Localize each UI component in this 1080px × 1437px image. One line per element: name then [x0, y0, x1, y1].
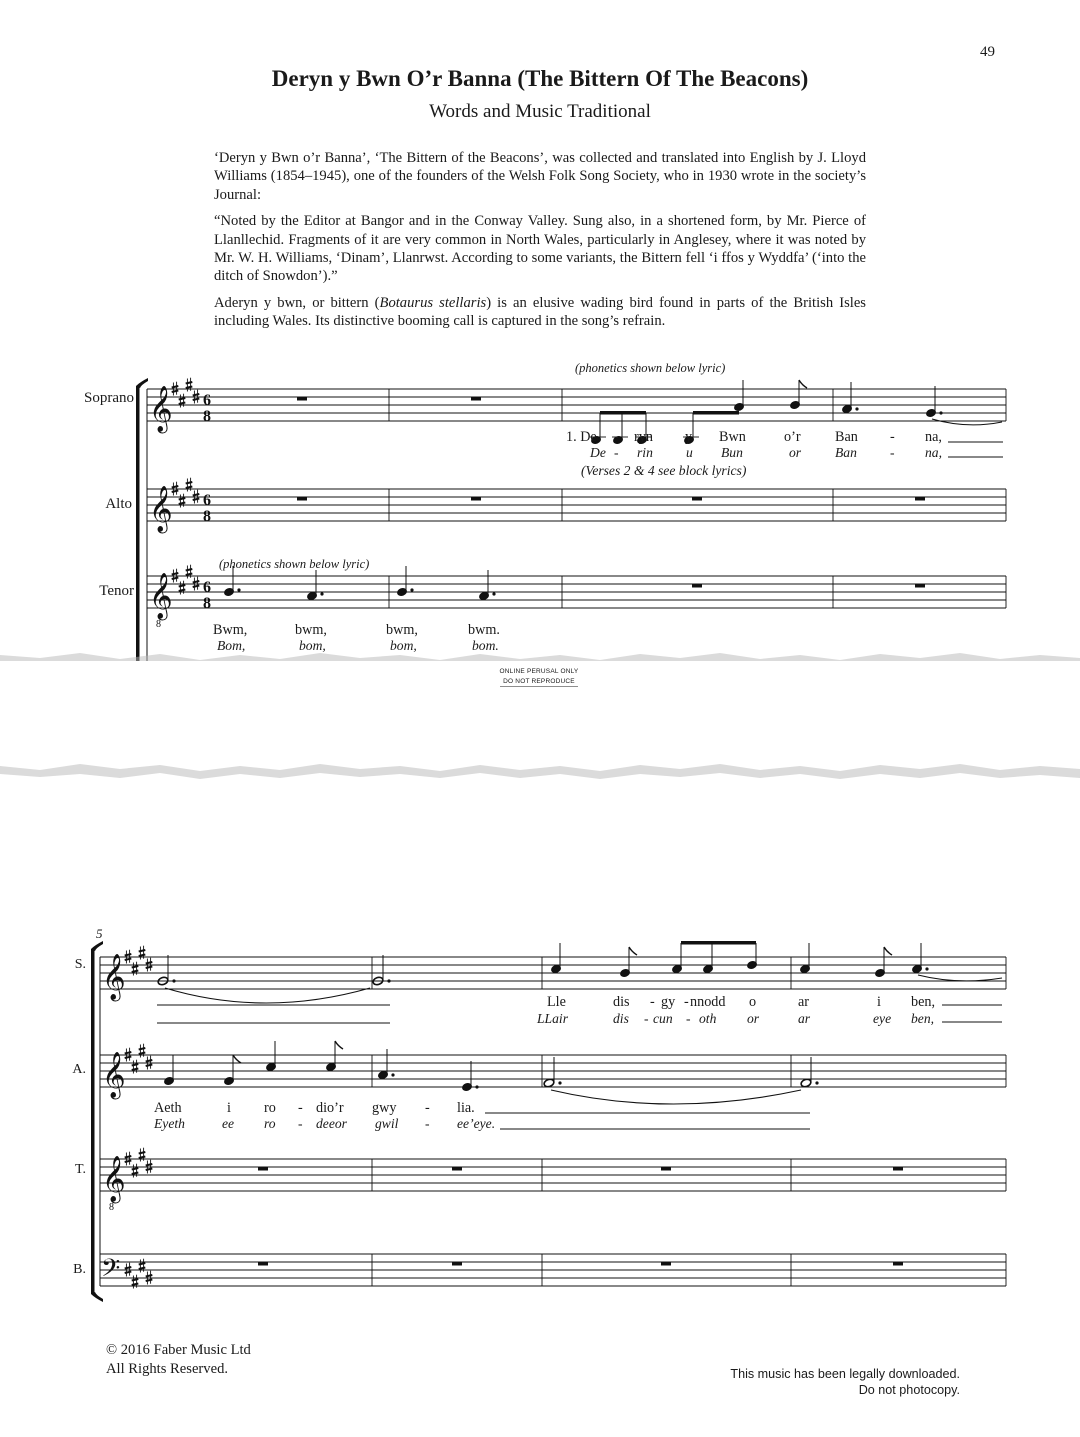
lyric: bwm,	[295, 622, 327, 638]
alto-notes-system2	[164, 1041, 819, 1104]
phonetic: rin	[637, 445, 653, 460]
part-label-soprano: Soprano	[84, 390, 134, 406]
phonetic: -	[425, 1116, 430, 1131]
lyric: y	[685, 429, 693, 445]
svg-text:8: 8	[156, 619, 161, 630]
phonetic: LLair	[537, 1011, 568, 1026]
part-label-a: A.	[72, 1062, 86, 1077]
lyric: bwm,	[386, 622, 418, 638]
lyric: o	[749, 994, 757, 1010]
treble-clef-icon: 𝄞	[102, 1156, 126, 1202]
intro-paragraph-2: “Noted by the Editor at Bangor and in the Conway Valley. Sung also, in a shortened form, by Mr. Pierce of Llanllechid. Fragments of it are very common in North Wales, particularly in Anglesey, where it was noted by Mr. W. H. Williams, ‘Dinam’, Llanrwst. According to some variants, the Bittern fell ‘i ffos y Wyddfa’ (‘into the ditch of Snowdon’).”	[214, 213, 866, 285]
lyric: bwm.	[468, 622, 500, 638]
copyright-line-1: © 2016 Faber Music Ltd	[106, 1342, 251, 1358]
phonetic: ar	[798, 1011, 811, 1026]
watermark-line-2: DO NOT REPRODUCE	[503, 678, 575, 685]
phonetic: Bun	[721, 445, 743, 460]
s-staff	[100, 957, 1006, 989]
intro-p3-end: ) is an elusive wading bird found in parts of the British Isles including Wales. Its distinctive booming call is captured in the song’s refrain.	[214, 294, 866, 330]
system-1	[136, 378, 1006, 661]
lyric: gwy	[372, 1100, 397, 1116]
lyric: Bwm,	[213, 622, 248, 638]
notice-line-1: This music has been legally downloaded.	[730, 1367, 960, 1381]
phonetic: or	[789, 445, 802, 460]
svg-text:6: 6	[203, 492, 211, 509]
lyric: o’r	[784, 429, 801, 445]
b-staff	[100, 1254, 1006, 1286]
phonetic: cun	[653, 1011, 673, 1026]
lyric: ryn	[634, 429, 653, 445]
alto-staff	[147, 489, 1006, 521]
phonetic: -	[644, 1011, 649, 1026]
phonetic: -	[298, 1116, 303, 1131]
phonetic: Ban	[835, 445, 857, 460]
lyric: Lle	[547, 994, 566, 1010]
lyric: -	[425, 1100, 430, 1116]
treble-clef-icon: 𝄞	[149, 573, 173, 619]
phonetic: eye	[873, 1011, 892, 1026]
phonetic: ro	[264, 1116, 276, 1131]
lyric: Aeth	[154, 1100, 182, 1116]
soprano-staff	[147, 389, 1006, 421]
verse-note: (Verses 2 & 4 see block lyrics)	[581, 463, 747, 478]
lyric: i	[227, 1100, 231, 1116]
svg-text:8: 8	[109, 1202, 114, 1213]
phonetic: ee’eye.	[457, 1116, 496, 1131]
phonetic: ee	[222, 1116, 235, 1131]
part-label-s: S.	[74, 957, 86, 972]
phonetic: Eyeth	[154, 1116, 185, 1131]
notice-line-2: Do not photocopy.	[858, 1383, 960, 1397]
copyright	[106, 1341, 251, 1379]
phonetic: bom.	[472, 638, 499, 653]
lyric: -	[650, 994, 655, 1010]
phonetic: dis	[613, 1011, 629, 1026]
intro-p3-start: Aderyn y bwn, or bittern (	[214, 294, 380, 311]
lyric: ben,	[911, 994, 936, 1010]
lyric: 1. De	[566, 429, 597, 445]
lyric: nnodd	[690, 994, 726, 1010]
soprano-direction: (phonetics shown below lyric)	[575, 361, 726, 375]
lyric: i	[877, 994, 881, 1010]
svg-text:8: 8	[203, 508, 211, 525]
watermark-line-1: ONLINE PERUSAL ONLY	[499, 668, 579, 675]
phonetic: -	[686, 1011, 691, 1026]
lyric: ro	[264, 1100, 276, 1116]
svg-text:6: 6	[203, 579, 211, 596]
lyric: -	[890, 429, 895, 445]
lyric: dis	[613, 994, 630, 1010]
phonetic: -	[890, 445, 895, 460]
svg-text:8: 8	[203, 408, 211, 425]
part-label-t: T.	[74, 1162, 86, 1177]
soprano-notes-m4	[842, 382, 1002, 425]
phonetic: bom,	[390, 638, 417, 653]
part-label-tenor: Tenor	[99, 583, 134, 599]
lyric: Ban	[835, 429, 858, 445]
lyric: dio’r	[316, 1100, 344, 1116]
phonetic: bom,	[299, 638, 326, 653]
phonetic: or	[747, 1011, 760, 1026]
phonetic: -	[614, 445, 619, 460]
part-label-b: B.	[73, 1262, 86, 1277]
svg-text:6: 6	[203, 392, 211, 409]
lyric: lia.	[457, 1100, 475, 1116]
treble-clef-icon: 𝄞	[149, 486, 173, 532]
treble-clef-icon: 𝄞	[102, 1052, 126, 1098]
phonetic: na,	[925, 445, 942, 460]
lyric: gy	[661, 994, 676, 1010]
lyric: ar	[798, 994, 810, 1010]
bass-clef-icon: 𝄢	[101, 1254, 121, 1289]
part-label-alto: Alto	[105, 496, 132, 512]
lyric: na,	[925, 429, 942, 445]
lyric: -	[614, 429, 619, 445]
song-subtitle: Words and Music Traditional	[429, 101, 651, 122]
phonetic: u	[686, 445, 693, 460]
svg-text:8: 8	[203, 595, 211, 612]
song-title: Deryn y Bwn O’r Banna (The Bittern Of The Beacons)	[271, 66, 809, 91]
page-number: 49	[980, 44, 995, 60]
tenor-direction: (phonetics shown below lyric)	[219, 557, 370, 571]
soprano-notes-system2	[157, 941, 1002, 1003]
phonetic: Bom,	[217, 638, 246, 653]
phonetic: ben,	[911, 1011, 935, 1026]
treble-clef-icon: 𝄞	[149, 386, 173, 432]
tenor-staff	[147, 576, 1006, 608]
intro-p3-latin-name: Botaurus stellaris	[379, 294, 487, 311]
download-notice	[640, 1366, 960, 1398]
copyright-line-2: All Rights Reserved.	[106, 1361, 229, 1377]
phonetic: De	[590, 445, 606, 460]
lyric: Bwn	[719, 429, 746, 445]
phonetic: deeor	[316, 1116, 347, 1131]
lyric: -	[298, 1100, 303, 1116]
lyric: -	[684, 994, 689, 1010]
measure-number: 5	[96, 926, 103, 941]
phonetic: oth	[699, 1011, 717, 1026]
t-staff	[100, 1159, 1006, 1191]
soprano-notes-m3	[590, 380, 807, 445]
phonetic: gwil	[375, 1116, 399, 1131]
intro-paragraph-1: ‘Deryn y Bwn o’r Banna’, ‘The Bittern of the Beacons’, was collected and translated into English by J. Lloyd Williams (1854–1945), one of the founders of the Welsh Folk Song Society, who in 1930 wrote in the society’s Journal:	[214, 150, 866, 203]
treble-clef-icon: 𝄞	[102, 954, 126, 1000]
